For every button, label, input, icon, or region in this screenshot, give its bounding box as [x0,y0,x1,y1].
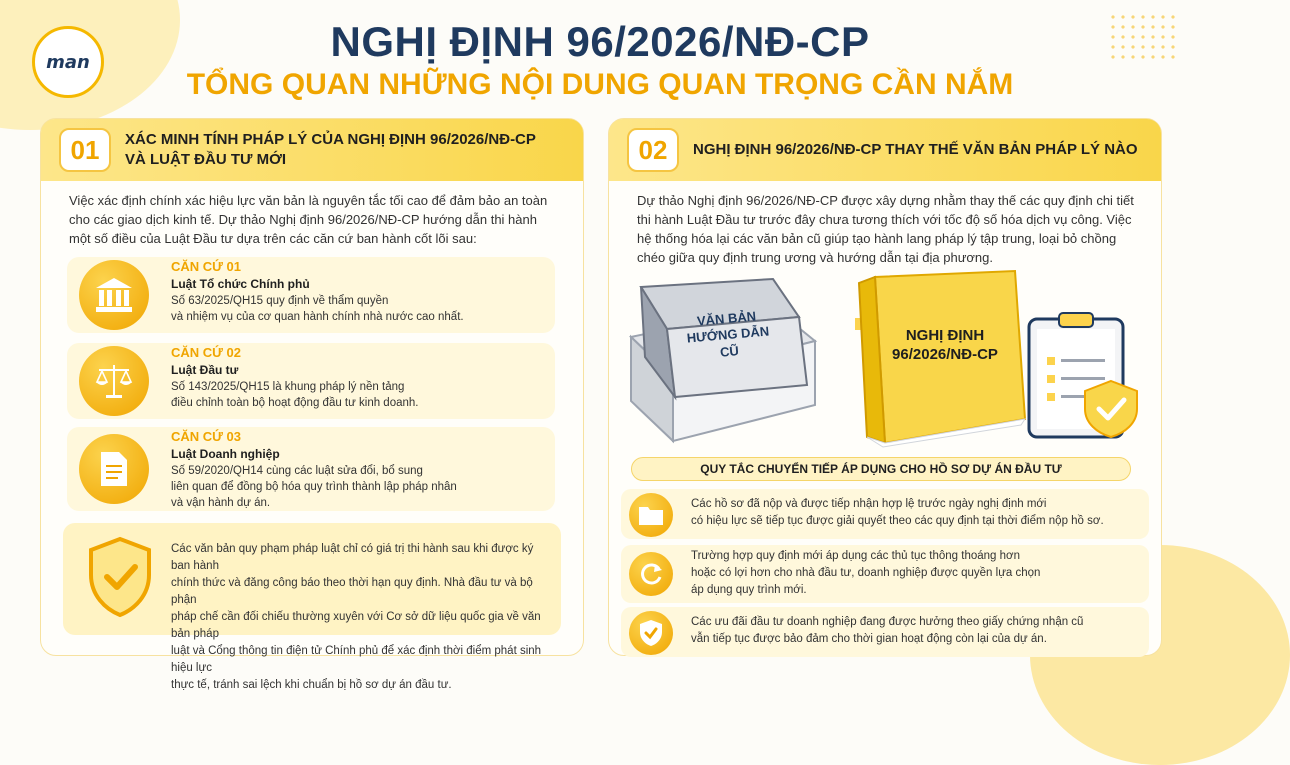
folder-icon [629,493,673,537]
book-label-line: 96/2026/NĐ-CP [892,345,998,363]
section-1-header [41,119,583,181]
desc-line: và nhiệm vụ của cơ quan hành chính nhà nước cao nhất. [171,311,464,323]
rule-item [621,607,1149,657]
refresh-icon [629,552,673,596]
page-subtitle: TỔNG QUAN NHỮNG NỘI DUNG QUAN TRỌNG CẦN NẮM [186,68,1014,101]
section-1-panel [40,118,584,691]
rule-line: Trường hợp quy định mới áp dụng các thủ tục thông thoáng hơn [691,550,1020,562]
basis-name: Luật Tổ chức Chính phủ [171,277,310,291]
basis-desc [171,379,418,411]
section-2-header [609,119,1161,181]
section-1-intro [69,191,569,248]
note-line: pháp chế cần đối chiếu thường xuyên với Cơ sở dữ liệu quốc gia về văn bản pháp [171,611,541,640]
intro-line: hệ thống hóa lại các văn bản cũ giúp tạo hành lang pháp lý tập trung, loại bỏ chồng [637,231,1117,246]
section-2-panel [608,118,1162,656]
new-book-label [875,327,1015,365]
government-building-icon [79,260,149,330]
basis-tag: CĂN CỨ 01 [171,259,242,274]
old-guidance-book-icon [623,277,823,447]
shield-check-icon [85,535,155,619]
basis-name: Luật Đầu tư [171,363,239,377]
rule-line: vẫn tiếp tục được bảo đảm cho thời gian hoạt động còn lại của dự án. [691,633,1047,645]
document-icon [79,434,149,504]
title-line: XÁC MINH TÍNH PHÁP LÝ CỦA NGHỊ ĐỊNH 96/2026/NĐ-CP [125,130,536,148]
intro-line: cho các giao dịch kinh tế. Dự thảo Nghị định 96/2026/NĐ-CP hướng dẫn thi hành [69,212,537,227]
scales-icon [79,346,149,416]
rule-line: có hiệu lực sẽ tiếp tục được giải quyết theo các quy định tại thời điểm nộp hồ sơ. [691,515,1104,527]
title-line: VÀ LUẬT ĐẦU TƯ MỚI [125,151,287,168]
intro-line: một số điều của Luật Đầu tư dựa trên các căn cứ ban hành cốt lõi sau: [69,231,477,246]
desc-line: Số 143/2025/QH15 là khung pháp lý nền tảng [171,381,405,393]
rule-line: Các hồ sơ đã nộp và được tiếp nhận hợp lệ trước ngày nghị định mới [691,498,1047,510]
intro-line: chéo giữa quy định trung ương và hướng dẫn tại địa phương. [637,250,994,265]
legal-note-box [63,523,561,691]
clipboard-checklist-icon [1025,311,1143,441]
book-label-line: NGHỊ ĐỊNH [905,327,985,344]
section-2-title: NGHỊ ĐỊNH 96/2026/NĐ-CP THAY THẾ VĂN BẢN PHÁP LÝ NÀO [693,140,1138,158]
desc-line: điều chỉnh toàn bộ hoạt động đầu tư kinh doanh. [171,397,419,409]
desc-line: liên quan để đồng bộ hóa quy trình thành lập pháp nhân [171,481,457,493]
book-label-line: VĂN BẢN [696,308,757,329]
logo-text: man [46,51,90,73]
note-line: thực tế, tránh sai lệch khi chuẩn bị hồ sơ dự án đầu tư. [171,679,452,691]
book-label-line: HƯỚNG DẪN [686,323,770,346]
book-label-line: CŨ [719,342,740,360]
page-title: NGHỊ ĐỊNH 96/2026/NĐ-CP [330,18,870,65]
intro-line: Dự thảo Nghị định 96/2026/NĐ-CP được xây dựng nhằm thay thế các quy định chi tiết [637,193,1134,208]
note-line: chính thức và đăng công báo theo thời hạn quy định. Nhà đầu tư và bộ phận [171,577,533,606]
basis-card [67,427,555,511]
shield-check-icon [629,611,673,655]
rule-text [691,496,1143,530]
note-text [171,541,547,694]
rule-item [621,545,1149,603]
rule-text [691,614,1143,648]
basis-name: Luật Doanh nghiệp [171,447,280,461]
note-line: Các văn bản quy phạm pháp luật chỉ có giá trị thi hành sau khi được ký ban hành [171,543,534,572]
basis-tag: CĂN CỨ 03 [171,429,242,444]
rule-line: áp dụng quy trình mới. [691,584,807,596]
desc-line: Số 63/2025/QH15 quy định về thẩm quyền [171,295,389,307]
basis-desc [171,463,457,511]
rules-title: QUY TẮC CHUYỂN TIẾP ÁP DỤNG CHO HỒ SƠ DỰ ÁN ĐẦU TƯ [631,457,1131,481]
basis-card [67,343,555,419]
basis-desc [171,293,464,325]
desc-line: Số 59/2020/QH14 cùng các luật sửa đổi, bổ sung [171,465,423,477]
section-2-intro [637,191,1147,267]
intro-line: thi hành Luật Đầu tư trước đây chưa tương thích với tốc độ số hóa dịch vụ công. Việc [637,212,1132,227]
desc-line: và vận hành dự án. [171,497,271,509]
note-line: luật và Cổng thông tin điện tử Chính phủ để xác định thời điểm phát sinh hiệu lực [171,645,542,674]
rule-text [691,548,1143,599]
section-1-title [125,130,536,171]
rule-line: Các ưu đãi đầu tư doanh nghiệp đang được hưởng theo giấy chứng nhận cũ [691,616,1084,628]
intro-line: Việc xác định chính xác hiệu lực văn bản là nguyên tắc tối cao để đảm bảo an toàn [69,193,548,208]
section-number: 02 [627,128,679,172]
section-number: 01 [59,128,111,172]
rule-line: hoặc có lợi hơn cho nhà đầu tư, doanh nghiệp được quyền lựa chọn [691,567,1041,579]
basis-tag: CĂN CỨ 02 [171,345,242,360]
old-book-label [671,306,785,364]
basis-card [67,257,555,333]
rule-item [621,489,1149,539]
